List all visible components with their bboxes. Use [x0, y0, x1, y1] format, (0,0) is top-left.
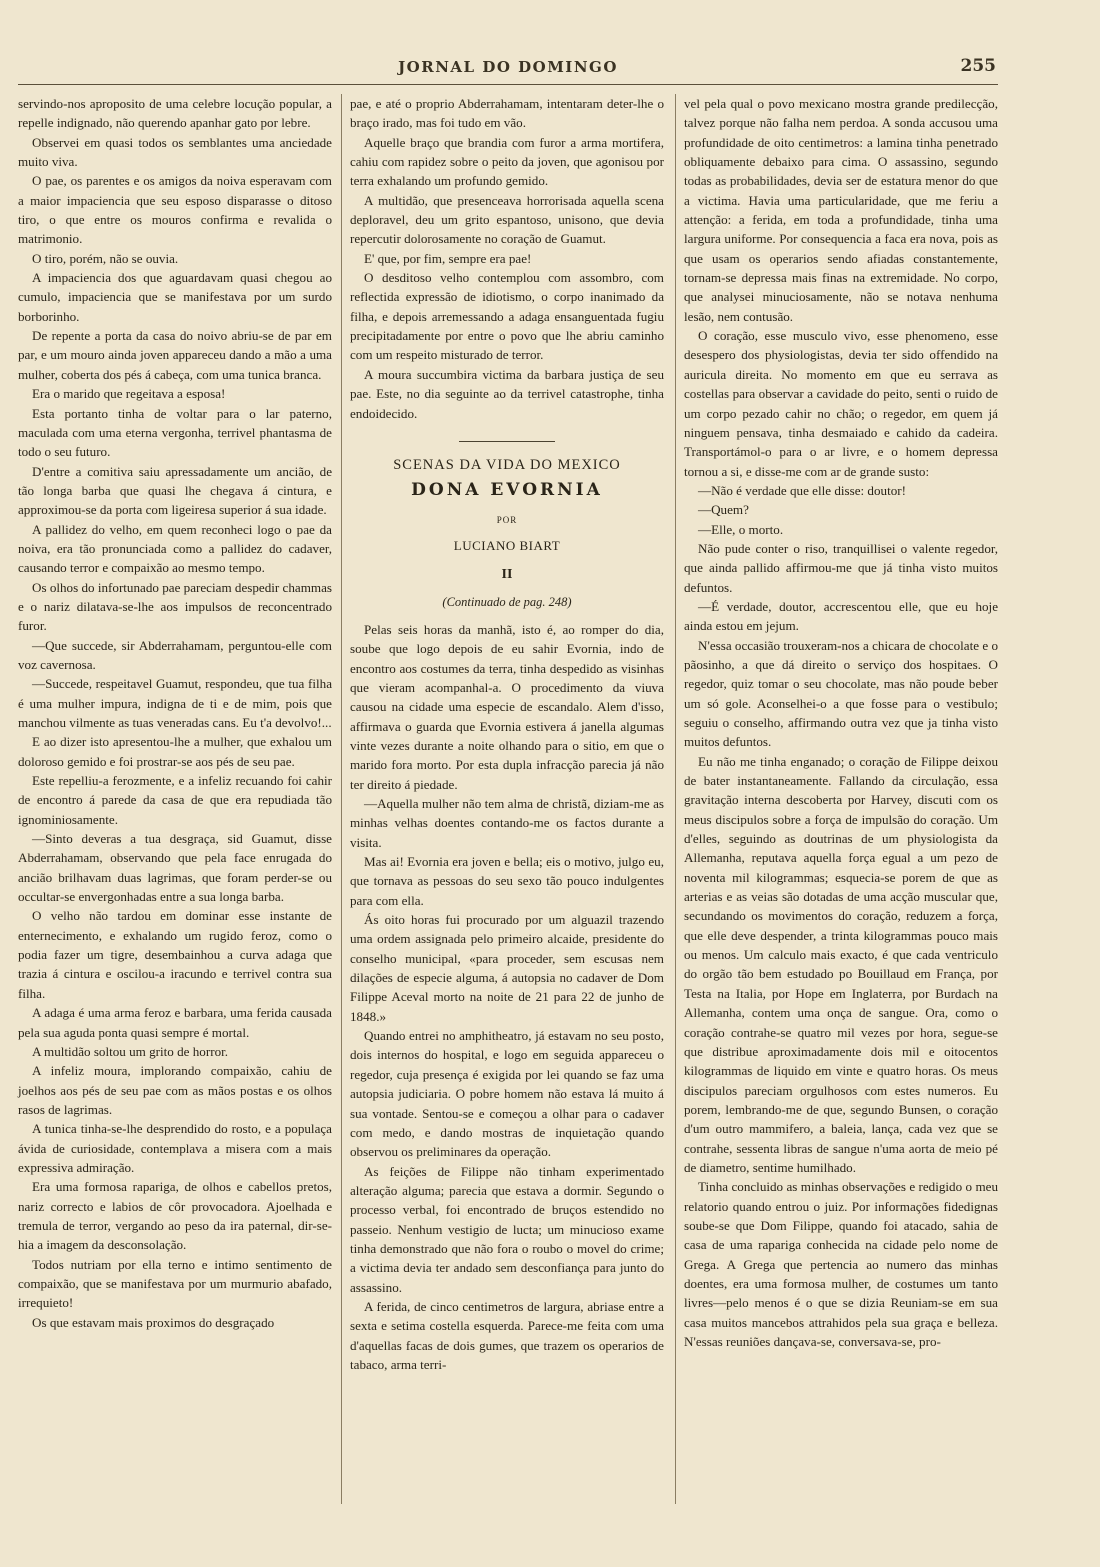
- paragraph: A impaciencia dos que aguardavam quasi chegou ao cumulo, impaciencia que se manifestava por um surdo borborinho.: [18, 270, 332, 324]
- paragraph: A pallidez do velho, em quem reconheci logo o pae da noiva, era tão pronunciada como a pallidez do cadaver, causando terror e compaixão ao mesmo tempo.: [18, 521, 332, 576]
- paragraph: Aquelle braço que brandia com furor a arma mortifera, cahiu com rapidez sobre o peito da joven, que agonisou por terra exhalando um profundo gemido.: [350, 134, 664, 189]
- column-divider: [341, 94, 342, 1504]
- paragraph: —Aquella mulher não tem alma de christã, diziam-me as minhas velhas doentes contando-me os factos durante a visita.: [350, 796, 664, 850]
- paragraph: N'essa occasião trouxeram-nos a chicara de chocolate e o pãosinho, a que dá direito o serviço dos hospitaes. O regedor, quiz tomar o seu chocolate, mas não poude beber um só gole. Aconselhei-o a que fosse para o vestibulo; seguiu o conselho, affirmando outra vez que ja tinha visto muitos defuntos.: [684, 637, 998, 750]
- paragraph: Esta portanto tinha de voltar para o lar paterno, maculada com uma eterna vergonha, terrivel phantasma de todo o seu futuro.: [18, 405, 332, 460]
- paragraph: Este repelliu-a ferozmente, e a infeliz recuando foi cahir de encontro á parede da casa de que era repudiada tão ignominiosamente.: [18, 773, 332, 827]
- paragraph: A ferida, de cinco centimetros de largura, abriase entre a sexta e setima costella esquerda. Parece-me feita com uma d'aquellas facas de dois gumes, que trazem os operarios de tabaco, arma terri-: [350, 1298, 664, 1372]
- column-3: [684, 94, 998, 1351]
- paragraph: O tiro, porém, não se ouvia.: [32, 250, 179, 266]
- paragraph: E ao dizer isto apresentou-lhe a mulher, que exhalou um doloroso gemido e foi prostrar-se aos pés de seu pae.: [18, 734, 332, 769]
- paragraph: Quando entrei no amphitheatro, já estavam no seu posto, dois internos do hospital, e logo em seguida appareceu o regedor, cuja presença é exigida por lei quando se faz uma autopsia judiciaria. O pobre homem não estava lá muito á sua vontade. Sentou-se e começou a olhar para o cadaver com medo, e dando mostras de inquietação quando observou os preliminares da operação.: [350, 1028, 664, 1160]
- paragraph: Pelas seis horas da manhã, isto é, ao romper do dia, soube que logo depois de eu sahir Evornia, indo de encontro aos costumes da terra, tinha despedido as visinhas que vieram acompanhal-a. O procedimento da viuva causou na cidade uma especie de escandalo. Alem d'isso, affirmava o guarda que Evornia estivera á janella algumas vinte vezes durante a noite olhando para o sitio, em que o marido fora morto. Por esta dupla infracção parecia já não ter direito á piedade.: [350, 621, 664, 792]
- byline-por: POR: [496, 514, 518, 525]
- paragraph: A tunica tinha-se-lhe desprendido do rosto, e a populaça ávida de curiosidade, contemplava a misera com a mais expressiva admiração.: [18, 1121, 332, 1175]
- paragraph: Era o marido que regeitava a esposa!: [32, 386, 226, 402]
- paragraph: O desditoso velho contemplou com assombro, com reflectida expressão de idiotismo, o corpo inanimado da filha, e depois arremessando a adaga ensanguentada fugiu precipitadamente por entre o povo que lhe abriu caminho com um respeito misturado de terror.: [350, 270, 664, 363]
- paragraph: Tinha concluido as minhas observações e redigido o meu relatorio quando entrou o juiz. Por informações fidedignas soube-se que Dom Filippe, quando foi atacado, sahia de casa de uma rapariga conhecida na cidade pelo nome de Grega. A Grega que pertencia ao numero das minhas doentes, era uma formosa mulher, de costumes um tanto livres—pelo menos é o que se dizia Reuniam-se em sua casa muitos mancebos attrahidos pela sua graça e belleza. N'essas reuniões dançava-se, conversava-se, pro-: [684, 1179, 998, 1349]
- page-header: [18, 56, 998, 80]
- header-rule: [18, 84, 998, 85]
- column-2: [350, 94, 664, 1374]
- paragraph: E' que, por fim, sempre era pae!: [364, 250, 532, 266]
- paragraph: vel pela qual o povo mexicano mostra grande predilecção, talvez porque não falha nem perdoa. A sonda accusou uma profundidade de oito centimetros: a lamina tinha penetrado obliquamente debaixo para cima. O assassino, segundo todas as probabilidades, devia ser de estatura menor do que a victima. Havia uma particularidade, que me feriu a attenção: a ferida, em toda a profundidade, tinha uma largura uniforme. Por consequencia a faca era nova, pois as que usam os operarios sendo afiadas constantemente, tornam-se depressa mais finas na extremidade. No corpo, que analysei minuciosamente, não se notava nenhuma lesão, nem contusão.: [684, 96, 998, 324]
- paragraph: D'entre a comitiva saiu apressadamente um ancião, de tão longa barba que quasi lhe chegava á cintura, e approximou-se da porta com ligeiresa superior á sua idade.: [18, 463, 332, 518]
- paragraph: —Quem?: [698, 502, 749, 518]
- author-name: LUCIANO BIART: [453, 537, 561, 553]
- journal-title: JORNAL DO DOMINGO: [398, 58, 618, 76]
- paragraph: A multidão, que presenceava horrorisada aquella scena deploravel, deu um grito espantoso, unisono, que devia repercutir dolorosamente no coração de Guamut.: [350, 192, 664, 247]
- paragraph: Eu não me tinha enganado; o coração de Filippe deixou de bater instantaneamente. Fallando da circulação, essa gravitação interna descoberta por Harvey, discuti com os meus discipulos sobre a força de impulsão do coração. Um d'elles, seguindo as doutrinas de um physiologista da Allemanha, reputava aquella força egual a um pezo de noventa mil kilogrammas; esquecia-se porem de que as arterias e as veias são dotadas de uma acção muscular que, secundando os movimentos do coração, reduzem a força, que elle deve despender, a trinta kilogrammas pouco mais ou menos. Um calculo mais exacto, é que cada ventriculo do orgão tão bem estudado po Bouillaud em França, por Testa na Italia, por Hope em Inglaterra, por Burdach na Allemanha, contem uma onça de sangue. Ora, como o coração contrahe-se quatro mil vezes por hora, segue-se que distribue aproximadamente dois mil e oitocentos kilogrammas de liquido em vinte e quatro horas. Os meus discipulos pareciam orgulhosos com estes numeros. Eu porem, lembrando-me de que, segundo Bunsen, o coração d'um outro mammifero, a baleia, lança, cada vez que se contrahe, sessenta libras de sangue n'uma aorta de meio pé de diametro, sentime humilhado.: [684, 753, 998, 1175]
- paragraph: —É verdade, doutor, accrescentou elle, que eu hoje ainda estou em jejum.: [684, 598, 998, 634]
- column-1: [18, 94, 332, 1332]
- paragraph: Mas ai! Evornia era joven e bella; eis o motivo, julgo eu, que tornava as pessoas do seu sexo tão pouco indulgentes para com ella.: [350, 854, 664, 908]
- paragraph: A moura succumbira victima da barbara justiça de seu pae. Este, no dia seguinte ao da terrivel catastrophe, tinha endoidecido.: [350, 366, 664, 421]
- paragraph: —Não é verdade que elle disse: doutor!: [698, 482, 906, 498]
- paragraph: Ás oito horas fui procurado por um alguazil trazendo uma ordem assignada pelo primeiro alcaide, presidente do conselho municipal, «para proceder, sem escusas nem dilações de especie alguma, á autopsia no cadaver de Dom Filippe Aceval morto na noite de 21 para 22 de junho de 1848.»: [350, 912, 664, 1024]
- chapter-number: II: [501, 567, 513, 583]
- paragraph: —Elle, o morto.: [698, 521, 784, 537]
- paragraph: —Succede, respeitavel Guamut, respondeu, que tua filha é uma mulher impura, indigna de ti e de mim, pois que manchou vilmente as tuas veneradas cans. Eu t'a devolvo!...: [18, 676, 332, 730]
- paragraph: Os olhos do infortunado pae pareciam despedir chammas e o nariz dilatava-se-lhe aos impulsos de reconcentrado furor.: [18, 579, 332, 634]
- column-divider: [675, 94, 676, 1504]
- paragraph: A adaga é uma arma feroz e barbara, uma ferida causada pela sua aguda ponta quasi sempre é mortal.: [18, 1005, 332, 1040]
- paragraph: A infeliz moura, implorando compaixão, cahiu de joelhos aos pés de seu pae com as mãos postas e os olhos rasos de lagrimas.: [18, 1063, 332, 1117]
- section-separator: [459, 441, 555, 442]
- paragraph: Era uma formosa rapariga, de olhos e cabellos pretos, nariz correcto e labios de côr provocadora. Ajoelhada e tremula de terror, vergando ao peso da ira paternal, dir-se-hia a imagem da desconsolação.: [18, 1179, 332, 1253]
- paragraph: De repente a porta da casa do noivo abriu-se de par em par, e um mouro ainda joven appareceu dando a mão a uma mulher, coberta dos pés á cabeça, com uma tunica branca.: [18, 328, 332, 382]
- paragraph: —Que succede, sir Abderrahamam, perguntou-elle com voz cavernosa.: [18, 637, 332, 672]
- paragraph: O coração, esse musculo vivo, esse phenomeno, esse desespero dos physiologistas, devia ter sido offendido na auricula direita. No momento em que eu serrava as costellas para observar a cavidade do peito, senti o ruido de um corpo pezado cahir no chão; o regedor, em quem já ninguem pensava, tinha desmaiado e cahido da cadeira. Transportámol-o para o ar livre, e o homem depressa tornou a si, e disse-me com ar de grande susto:: [684, 328, 998, 479]
- continuation-note: (Continuado de pag. 248): [442, 594, 572, 609]
- paragraph: Todos nutriam por ella terno e intimo sentimento de compaixão, que se manifestava por um murmurio abafado, irrequieto!: [18, 1256, 332, 1311]
- paragraph: Os que estavam mais proximos do desgraçado: [32, 1314, 275, 1330]
- paragraph: servindo-nos aproposito de uma celebre locução popular, a repelle indignado, não querendo apanhar gato por lebre.: [18, 96, 332, 131]
- paragraph: O velho não tardou em dominar esse instante de enternecimento, e exhalando um rugido feroz, como o podia fazer um tigre, desembainhou a curva adaga que trazia á cintura e oscilou-a iracundo e terrivel contra sua filha.: [18, 908, 332, 1001]
- paragraph: pae, e até o proprio Abderrahamam, intentaram deter-lhe o braço irado, mas foi tudo em vão.: [350, 96, 664, 131]
- paragraph: A multidão soltou um grito de horror.: [32, 1043, 229, 1059]
- section-heading: SCENAS DA VIDA DO MEXICO: [393, 456, 621, 473]
- story-title: DONA EVORNIA: [411, 480, 603, 501]
- paragraph: —Sinto deveras a tua desgraça, sid Guamut, disse Abderrahamam, observando que pela face enrugada do ancião brilhavam duas lagrimas, que foram perder-se ou occultar-se envergonhadas entre a sua longa barba.: [18, 831, 332, 905]
- page-number: 255: [960, 56, 996, 76]
- paragraph: O pae, os parentes e os amigos da noiva esperavam com a maior impaciencia que seu esposo disparasse o ditoso tiro, o que entre os mouros confirma e revalida o matrimonio.: [18, 173, 332, 247]
- paragraph: As feições de Filippe não tinham experimentado alteração alguma; parecia que estava a dormir. Segundo o processo verbal, foi encontrado de bruços estendido no passeio. Nenhum vestigio de lucta; um minucioso exame tinha demonstrado que não fora o roubo o movel do crime; a victima devia ter andado sem desconfiança para junto do assassino.: [350, 1163, 664, 1295]
- paragraph: Não pude conter o riso, tranquillisei o valente regedor, que ainda pallido affirmou-me que já tinha visto muitos defuntos.: [684, 540, 998, 595]
- paragraph: Observei em quasi todos os semblantes uma anciedade muito viva.: [18, 134, 332, 170]
